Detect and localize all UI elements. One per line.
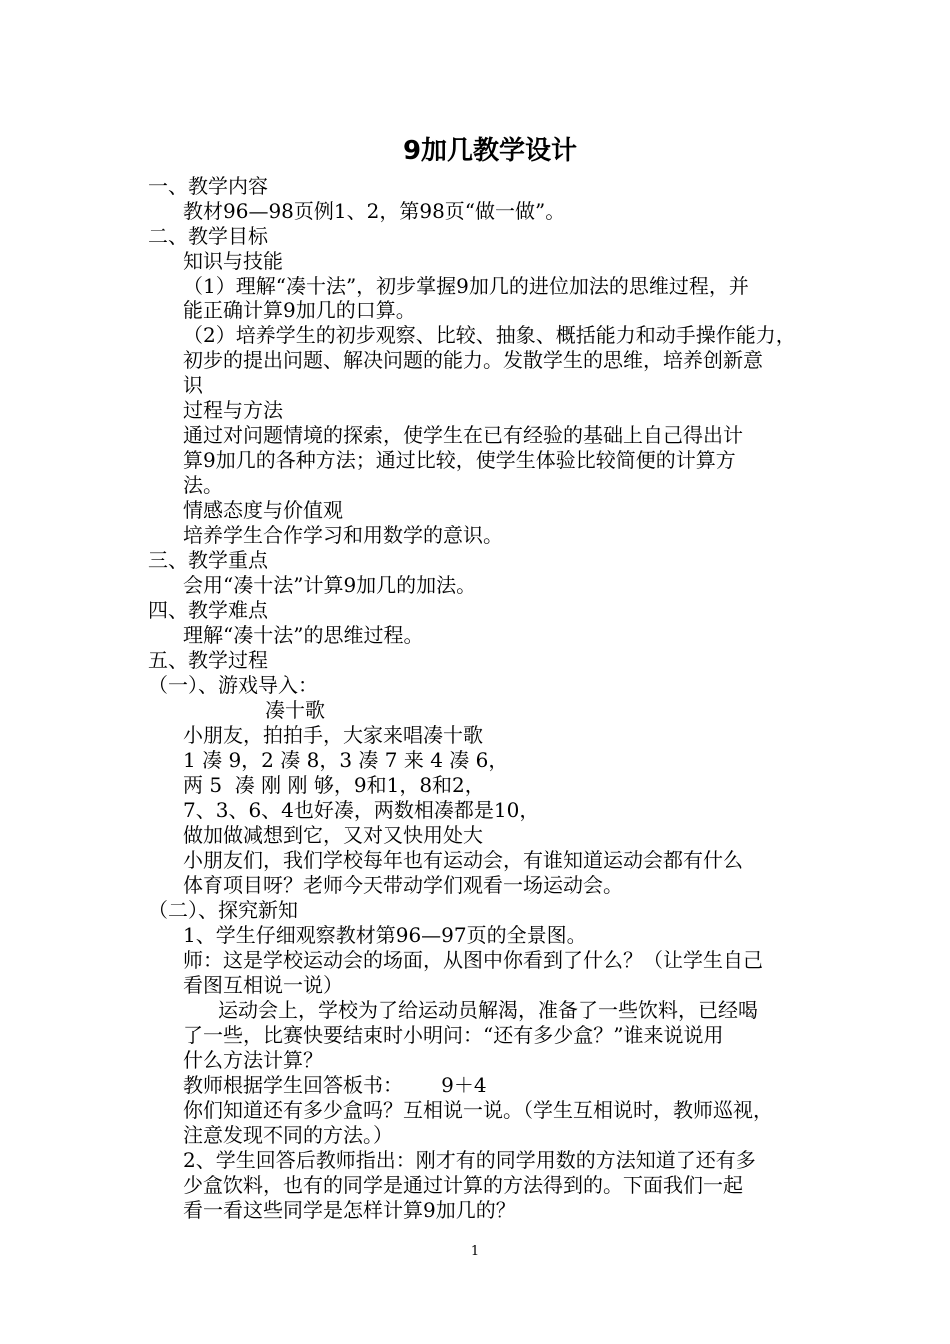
section-heading-difficulty: 四、教学难点	[148, 598, 268, 622]
body-line: 了一些，比赛快要结束时小明问：“还有多少盒？”谁来说说用	[183, 1023, 724, 1047]
body-line: 法。	[183, 473, 223, 497]
song-line: 两 5 凑 刚 刚 够，9和1，8和2，	[183, 773, 485, 797]
song-line: 7、3、6、4也好凑，两数相凑都是10，	[183, 798, 540, 822]
body-line: 算9加几的各种方法；通过比较，使学生体验比较简便的计算方	[183, 448, 736, 472]
body-line: 少盒饮料，也有的同学是通过计算的方法得到的。下面我们一起	[183, 1173, 743, 1197]
body-line: 师：这是学校运动会的场面，从图中你看到了什么？（让学生自己	[183, 948, 763, 972]
body-line: 通过对问题情境的探索，使学生在已有经验的基础上自己得出计	[183, 423, 743, 447]
body-line: 体育项目呀？老师今天带动学们观看一场运动会。	[183, 873, 623, 897]
body-line: 初步的提出问题、解决问题的能力。发散学生的思维，培养创新意	[183, 348, 763, 372]
body-line: 看一看这些同学是怎样计算9加几的？	[183, 1198, 516, 1222]
subheading-process: 过程与方法	[183, 398, 283, 422]
song-line: 小朋友，拍拍手，大家来唱凑十歌	[183, 723, 483, 747]
subsection-heading-intro: （一）、游戏导入：	[148, 673, 318, 697]
song-line: 做加做减想到它，又对又快用处大	[183, 823, 483, 847]
section-heading-content: 一、教学内容	[148, 174, 268, 198]
body-line: （1）理解“凑十法”，初步掌握9加几的进位加法的思维过程，并	[183, 274, 749, 298]
body-line-indented: 运动会上，学校为了给运动员解渴，准备了一些饮料，已经喝	[218, 998, 758, 1022]
body-line: 会用“凑十法”计算9加几的加法。	[183, 573, 477, 597]
body-line: （2）培养学生的初步观察、比较、抽象、概括能力和动手操作能力，	[183, 323, 796, 347]
body-line: 你们知道还有多少盒吗？互相说一说。（学生互相说时，教师巡视，	[183, 1098, 773, 1122]
body-line: 小朋友们，我们学校每年也有运动会，有谁知道运动会都有什么	[183, 848, 743, 872]
body-line: 能正确计算9加几的口算。	[183, 298, 416, 322]
section-heading-procedure: 五、教学过程	[148, 648, 268, 672]
section-heading-goals: 二、教学目标	[148, 224, 268, 248]
subheading-knowledge: 知识与技能	[183, 249, 283, 273]
body-line: 理解“凑十法”的思维过程。	[183, 623, 424, 647]
document-title: 9加几教学设计	[402, 136, 578, 166]
body-line: 看图互相说一说）	[183, 973, 343, 997]
subheading-attitude: 情感态度与价值观	[183, 498, 343, 522]
section-heading-focus: 三、教学重点	[148, 548, 268, 572]
body-line: 教师根据学生回答板书： 9＋4	[183, 1073, 487, 1097]
body-line: 2、学生回答后教师指出：刚才有的同学用数的方法知道了还有多	[183, 1148, 756, 1172]
page-number: 1	[470, 1244, 480, 1259]
body-line: 什么方法计算？	[183, 1048, 323, 1072]
body-line: 培养学生合作学习和用数学的意识。	[183, 523, 503, 547]
body-line: 教材96—98页例1、2，第98页“做一做”。	[183, 199, 566, 223]
subsection-heading-explore: （二）、探究新知	[148, 898, 298, 922]
body-line: 注意发现不同的方法。）	[183, 1123, 393, 1147]
song-title: 凑十歌	[265, 698, 325, 722]
song-line: 1 凑 9，2 凑 8，3 凑 7 来 4 凑 6，	[183, 748, 509, 772]
body-line: 1、学生仔细观察教材第96—97页的全景图。	[183, 923, 587, 947]
body-line: 识	[183, 373, 203, 397]
